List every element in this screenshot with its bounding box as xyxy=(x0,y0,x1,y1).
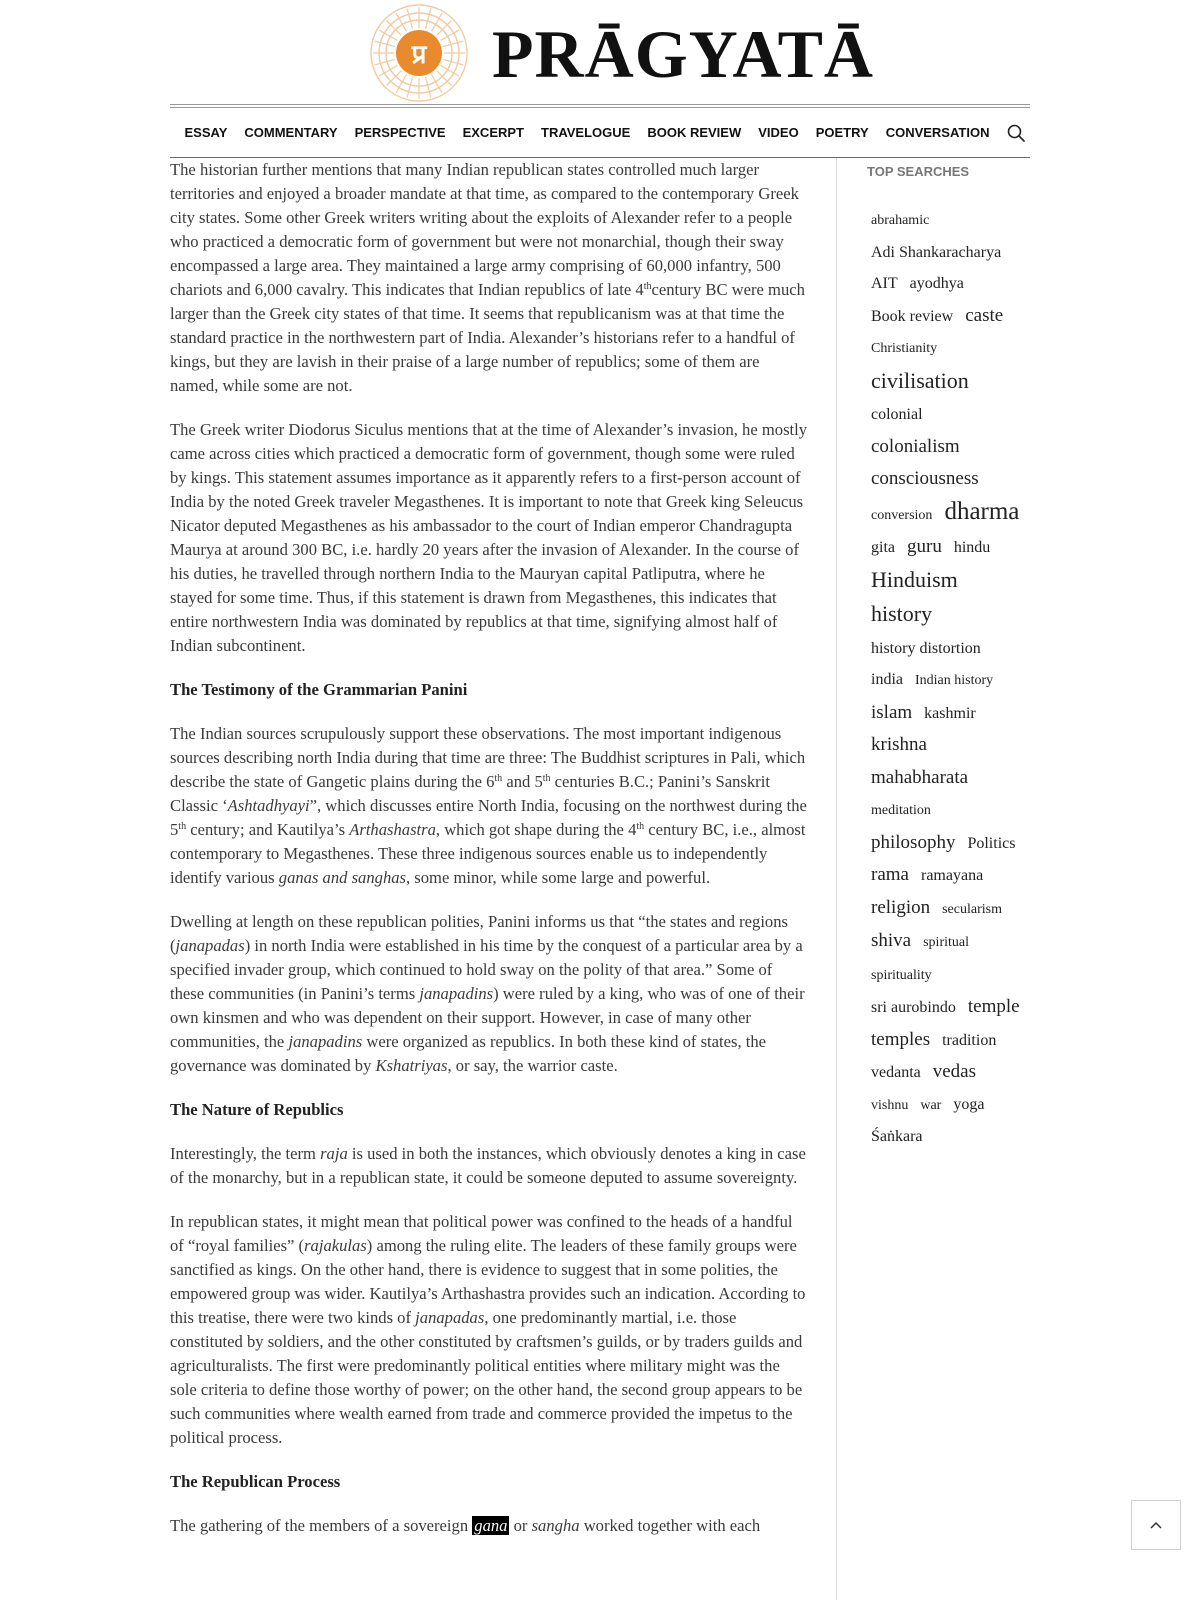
tag-link[interactable]: conversion xyxy=(871,507,933,523)
tag-link[interactable]: philosophy xyxy=(871,831,956,853)
tag-link[interactable]: sri aurobindo xyxy=(871,999,956,1016)
search-icon[interactable] xyxy=(1007,124,1025,142)
tag-link[interactable]: abrahamic xyxy=(871,213,930,228)
tag-link[interactable]: colonial xyxy=(871,406,923,423)
tag-link[interactable]: AIT xyxy=(871,275,898,292)
tag-link[interactable]: history distortion xyxy=(871,639,981,657)
tag-link[interactable]: caste xyxy=(965,304,1004,326)
tag-link[interactable]: history xyxy=(871,601,933,626)
tag-link[interactable]: war xyxy=(920,1097,942,1113)
tag-link[interactable]: Hinduism xyxy=(871,566,958,592)
logo-glyph: प्र xyxy=(411,40,427,70)
tag-link[interactable]: ayodhya xyxy=(909,275,964,292)
tag-link[interactable]: guru xyxy=(907,536,942,557)
back-to-top-button[interactable] xyxy=(1131,1500,1181,1550)
site-title[interactable]: PRĀGYATĀ xyxy=(492,16,875,92)
tag-link[interactable]: temples xyxy=(871,1028,931,1050)
tag-link[interactable]: vishnu xyxy=(871,1097,909,1113)
tag-link[interactable]: Christianity xyxy=(871,341,938,356)
logo-emblem-icon[interactable] xyxy=(368,2,470,104)
tag-link[interactable]: rama xyxy=(871,864,909,885)
section-heading: The Testimony of the Grammarian Panini xyxy=(170,680,468,699)
tag-link[interactable]: secularism xyxy=(942,901,1002,917)
nav-item-poetry[interactable]: POETRY xyxy=(815,125,869,140)
tag-link[interactable]: tradition xyxy=(942,1031,997,1049)
tag-link[interactable]: gita xyxy=(871,539,895,556)
tag-link[interactable]: temple xyxy=(967,996,1020,1017)
nav-item-conversation[interactable]: CONVERSATION xyxy=(885,125,990,140)
header-divider xyxy=(170,104,1030,105)
paragraph: In republican states, it might mean that political power was confined to the heads of a handful of “royal families” (rajakulas) among the ruling elite. The leaders of these family groups were sanctified as kings. On the other hand, there is evidence to suggest that in some polities, the empowered group was wider. Kautilya’s Arthashastra provides such an indication. According to this treatise, there were two kinds of janapadas, one predominantly martial, i.e. those constituted by soldiers, and the other constituted by craftsmen’s guilds, or by traders guilds and agriculturalists. The first were predominantly political entities where military might was the sole criteria to define those worthy of power; on the other hand, the second group appears to be such communities where wealth earned from trade and commerce provided the impetus to the political process. xyxy=(170,1212,806,1447)
tag-link[interactable]: yoga xyxy=(953,1095,985,1113)
chevron-up-icon xyxy=(1149,1518,1163,1532)
nav-item-commentary[interactable]: COMMENTARY xyxy=(244,125,338,140)
paragraph: The gathering of the members of a sovereign gana or sangha worked together with each xyxy=(170,1516,761,1535)
tag-link[interactable]: colonialism xyxy=(871,435,960,457)
tag-link[interactable]: islam xyxy=(871,701,913,723)
nav-item-excerpt[interactable]: EXCERPT xyxy=(462,125,524,140)
article-body xyxy=(170,158,810,1558)
tag-link[interactable]: hindu xyxy=(953,539,991,556)
nav-item-travelogue[interactable]: TRAVELOGUE xyxy=(541,125,631,140)
tag-link[interactable]: Book review xyxy=(871,307,954,325)
tag-link[interactable]: consciousness xyxy=(871,468,979,489)
tag-link[interactable]: meditation xyxy=(871,803,931,818)
paragraph: Interestingly, the term raja is used in both the instances, which obviously denotes a king in case of the monarchy, but in a republican state, it could be someone deputed to assume sovereignty. xyxy=(170,1144,806,1187)
section-heading: The Nature of Republics xyxy=(170,1100,344,1119)
tag-cloud xyxy=(871,204,1031,1153)
tag-link[interactable]: spirituality xyxy=(871,967,932,983)
nav-item-video[interactable]: VIDEO xyxy=(758,125,799,140)
nav-item-perspective[interactable]: PERSPECTIVE xyxy=(354,125,446,140)
tag-link[interactable]: kashmir xyxy=(924,704,976,722)
paragraph: The Greek writer Diodorus Siculus mentions that at the time of Alexander’s invasion, he mostly came across cities which practiced a democratic form of government, though some were ruled by kings. This statement assumes importance as it apparently refers to a first-person account of India by the noted Greek traveler Megasthenes. It is important to note that Greek king Seleucus Nicator deputed Megasthenes as his ambassador to the court of Indian emperor Chandragupta Maurya at around 300 BC, i.e. hardly 20 years after the invasion of Alexander. In the course of his duties, he travelled through northern India to the Mauryan capital Patliputra, where he stayed for some time. Thus, if this statement is drawn from Megasthenes, this indicates that entire northwestern India was dominated by republics at that time, signifying almost half of Indian subcontinent. xyxy=(170,420,808,655)
tag-link[interactable]: Politics xyxy=(967,834,1016,852)
tag-link[interactable]: dharma xyxy=(944,497,1020,525)
nav-item-book-review[interactable]: BOOK REVIEW xyxy=(647,125,742,140)
site-header xyxy=(0,0,1200,104)
main-nav xyxy=(170,108,1030,157)
tag-link[interactable]: mahabharata xyxy=(871,766,969,788)
tag-link[interactable]: shiva xyxy=(871,930,912,951)
nav-item-essay[interactable]: ESSAY xyxy=(184,125,228,140)
tag-link[interactable]: religion xyxy=(871,896,931,918)
paragraph: The Indian sources scrupulously support these observations. The most important indigenous sources describing north India during that time are three: The Buddhist scriptures in Pali, which describe the state of Gangetic plains during the 6th and 5th centuries B.C.; Panini’s Sanskrit Classic ‘Ashtadhyayi”, which discusses entire North India, focusing on the northwest during the 5th century; and Kautilya’s Arthashastra, which got shape during the 4th century BC, i.e., almost contemporary to Megasthenes. These three indigenous sources enable us to independently identify various ganas and sanghas, some minor, while some large and powerful. xyxy=(170,724,807,887)
highlighted-text[interactable]: gana xyxy=(474,1516,508,1535)
tag-link[interactable]: india xyxy=(871,671,903,688)
tag-link[interactable]: Śaṅkara xyxy=(871,1128,923,1145)
tag-link[interactable]: vedas xyxy=(932,1061,977,1082)
paragraph: The historian further mentions that many Indian republican states controlled much larger territories and enjoyed a broader mandate at that time, as compared to the contemporary Greek city states. Some other Greek writers writing about the exploits of Alexander refer to a people who practiced a democratic form of government but were not monarchial, though their sway encompassed a large area. They maintained a large army comprising of 60,000 infantry, 500 chariots and 6,000 cavalry. This indicates that Indian republics of late 4thcentury BC were much larger than the Greek city states of that time. It seems that republicanism was at that time the standard practice in the northwestern part of India. Alexander’s historians refer to a handful of kings, but they are lavish in their praise of a large number of republics; some of them are named, while some are not. xyxy=(170,160,805,395)
tag-link[interactable]: ramayana xyxy=(920,867,984,884)
sidebar-title: TOP SEARCHES xyxy=(867,164,970,179)
section-heading: The Republican Process xyxy=(170,1472,341,1491)
paragraph: Dwelling at length on these republican polities, Panini informs us that “the states and regions (janapadas) in north India were established in his time by the conquest of a particular area by a specified invader group, which continued to hold sway on the polity of that area.” Some of these communities (in Panini’s terms janapadins) were ruled by a king, who was of one of their own kinsmen and who was dependent on their support. However, in case of many other communities, the janapadins were organized as republics. In both these kind of states, the governance was dominated by Kshatriyas, or say, the warrior caste. xyxy=(170,912,805,1075)
sidebar-divider xyxy=(836,158,837,1600)
tag-link[interactable]: Indian history xyxy=(915,673,994,688)
tag-link[interactable]: civilisation xyxy=(871,367,969,393)
tag-link[interactable]: krishna xyxy=(871,734,927,755)
tag-link[interactable]: spiritual xyxy=(923,935,969,950)
tag-link[interactable]: Adi Shankaracharya xyxy=(871,243,1002,261)
tag-link[interactable]: vedanta xyxy=(871,1064,921,1081)
